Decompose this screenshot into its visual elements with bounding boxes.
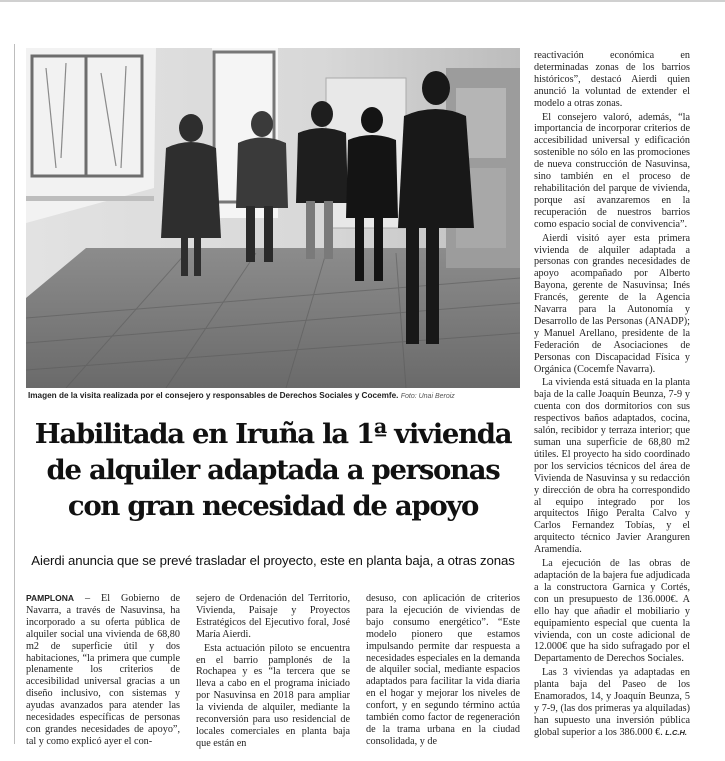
- body-paragraph: desuso, con aplicación de criterios para la ejecución de viviendas de bajo consumo energético”. “Este modelo pionero que estamos impulsando permite dar respuesta a necesidades especiales en la demanda de alquiler social, mediante espacios adaptados para facilitar la vida diaria en el hogar y mejorar los niveles de confort, y en segundo término actúa también como factor de regeneración de la trama urbana en la ciudad consolidada, y de: [366, 593, 520, 747]
- author-signature: L.C.H.: [665, 727, 687, 737]
- left-margin-rule: [14, 44, 15, 744]
- body-column-2: [196, 593, 350, 752]
- body-column-4: [534, 50, 690, 741]
- top-rule: [0, 0, 725, 2]
- body-paragraph: Aierdi visitó ayer esta primera vivienda de alquiler adaptada a personas con grandes necesidades de apoyo acompañado por Alberto Bayona, gerente de Nasuvinsa; Inés Francés, gerente de la Agencia Navarra para la Autonomía y Desarrollo de las Personas (ANADP); y Manuel Arellano, presidente de la Federación de Asociaciones de Personas con Discapacidad Física y Orgánica (Cocemfe Navarra).: [534, 232, 690, 375]
- dateline: PAMPLONA: [26, 593, 75, 603]
- body-paragraph: La vivienda está situada en la planta baja de la calle Joaquín Beunza, 7-9 y cuenta con dos dormitorios con sus respectivos baños adaptados, cocina, salón, recibidor y terraza interior; que suman una superficie de 68,80 m2 útiles. El proyecto ha sido coordinado por los servicios técnicos del área de Vivienda de Nasuvinsa y su redacción y dirección de obra ha correspondido al equipo integrado por los arquitectos Iñigo Peralta Calvo y Carlos Fernandez Tobías, y el arquitecto técnico Javier Aranguren Aramendía.: [534, 377, 690, 556]
- body-column-3: [366, 593, 520, 750]
- headline-line-2: de alquiler adaptada a personas: [46, 454, 500, 486]
- body-paragraph: Esta actuación piloto se encuentra en el barrio pamplonés de la Rochapea y es “la tercera que se lleva a cabo en el programa iniciado por Nasuvinsa en 2018 para ampliar la vivienda de alquiler, mediante la reconversión para uso residencial de locales comerciales en planta baja que están en: [196, 642, 350, 749]
- body-paragraph: PAMPLONA – El Gobierno de Navarra, a través de Nasuvinsa, ha incorporado a su oferta pública de alquiler social una vivienda de 68,80 m2 de superficie útil y dos habitaciones, “la primera que cumple plenamente los criterios de accesibilidad universal gracias a un diseño inclusivo, con sistemas y ayudas avanzados para atender las necesidades específicas de personas con grandes necesidades de apoyo”, tal y como explicó ayer el con-: [26, 593, 180, 747]
- body-paragraph: La ejecución de las obras de adaptación de la bajera fue adjudicada a la constructora Garnica y Cortés, con un presupuesto de 136.000€. A ello hay que añadir el mobiliario y equipamiento especial que cuenta la vivienda, con un coste adicional de 12.000€ que ha sido sufragado por el Departamento de Derechos Sociales.: [534, 558, 690, 665]
- body-paragraph: sejero de Ordenación del Territorio, Vivienda, Paisaje y Proyectos Estratégicos del Ejecutivo foral, José María Aierdi.: [196, 593, 350, 640]
- body-column-1: [26, 593, 180, 750]
- news-photo: [26, 48, 520, 388]
- headline: [26, 416, 520, 524]
- caption-text: Imagen de la visita realizada por el consejero y responsables de Derechos Sociales y Cocemfe.: [28, 391, 399, 400]
- photo-caption: [28, 391, 520, 400]
- body-paragraph: El consejero valoró, además, “la importancia de incorporar criterios de accesibilidad universal y edificación sostenible no sólo en las promociones de nueva construcción de Nasuvinsa, sino también en el proceso de rehabilitación del parque de vivienda, porque así avanzaremos en la recuperación de nuestros barrios como espacio social de convivencia”.: [534, 111, 690, 230]
- body-paragraph: reactivación económica en determinadas zonas de los barrios históricos”, destacó Aierdi quien anunció la voluntad de extender el modelo a otras zonas.: [534, 50, 690, 109]
- subheadline: Aierdi anuncia que se prevé trasladar el proyecto, este en planta baja, a otras zonas: [31, 553, 515, 568]
- headline-line-3: con gran necesidad de apoyo: [67, 490, 479, 522]
- body-paragraph: Las 3 viviendas ya adaptadas en planta baja del Paseo de los Enamorados, 14, y Joaquín Beunza, 5 y 7-9, (las dos primeras ya alquiladas) han supuesto una inversión pública global superior a los 386.000 €. L.C.H.: [534, 667, 690, 738]
- headline-line-1: Habilitada en Iruña la 1ª vivienda: [34, 418, 512, 450]
- photo-credit: Foto: Unai Beroiz: [400, 393, 455, 400]
